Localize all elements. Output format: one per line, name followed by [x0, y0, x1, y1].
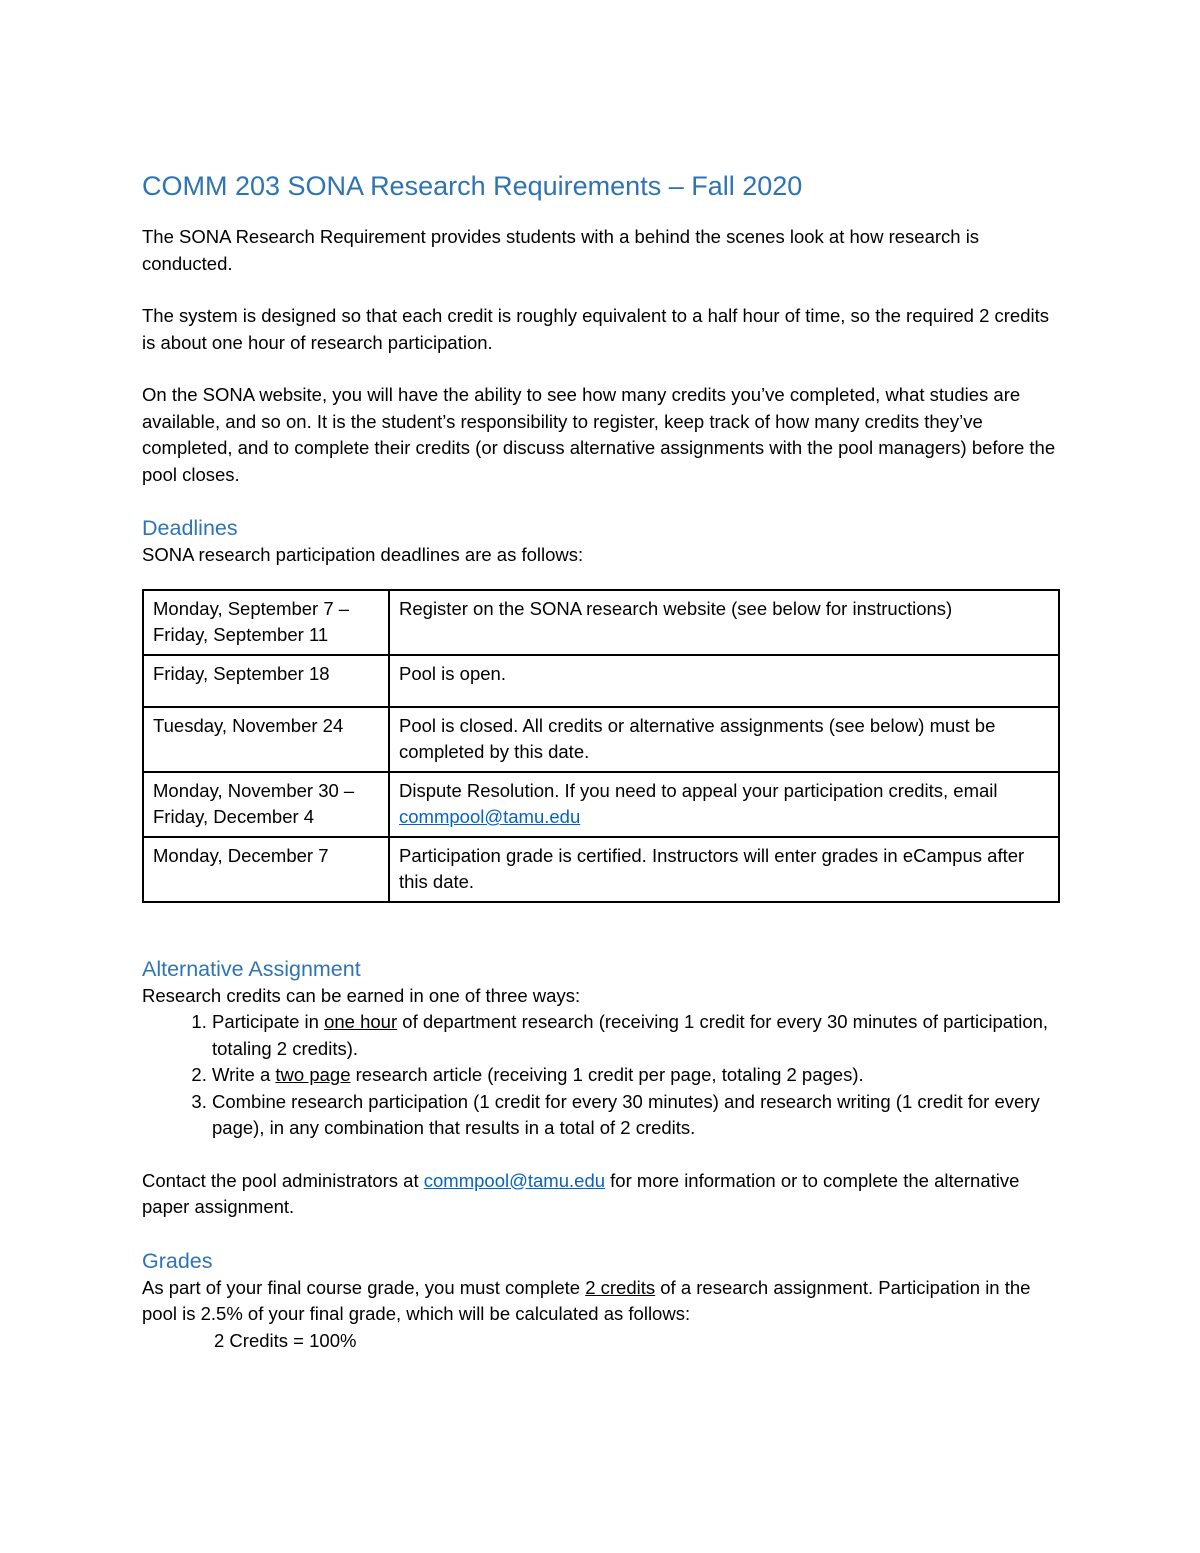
intro-paragraph-2: The system is designed so that each credit is roughly equivalent to a half hour of time, so the required 2 credits is about one hour of research participation.: [142, 305, 1049, 353]
list-item: [212, 1062, 1060, 1089]
item-text: Participate in: [212, 1011, 325, 1032]
intro-paragraph-1: The SONA Research Requirement provides students with a behind the scenes look at how research is conducted.: [142, 226, 980, 274]
table-row: [143, 772, 1059, 837]
intro-paragraph-3: On the SONA website, you will have the ability to see how many credits you’ve completed, what studies are available, and so on. It is the student’s responsibility to register, keep track of how many credits they’ve completed, and to complete their credits (or discuss alternative assignments with the pool managers) before the pool closes.: [142, 384, 1056, 485]
grades-paragraph: [142, 1275, 1060, 1328]
alternative-assignment-heading: Alternative Assignment: [142, 956, 361, 981]
deadline-date: Monday, December 7: [143, 837, 389, 902]
contact-paragraph: [142, 1168, 1060, 1221]
table-row: [143, 837, 1059, 902]
email-link[interactable]: commpool@tamu.edu: [399, 806, 581, 827]
item-emphasis: two page: [275, 1064, 351, 1085]
deadline-date: Friday, September 18: [143, 655, 389, 707]
deadline-description: Pool is open.: [389, 655, 1059, 707]
list-item: [212, 1009, 1060, 1062]
deadline-date: Monday, September 7 – Friday, September 11: [143, 590, 389, 655]
grades-text: of a research assignment. Participation in the pool is 2.5% of your final grade, which will be calculated as follows:: [142, 1276, 1031, 1324]
email-link[interactable]: commpool@tamu.edu: [423, 1169, 606, 1191]
credit-ways-list: [142, 1009, 1060, 1142]
item-text: research article (receiving 1 credit per page, totaling 2 pages).: [350, 1064, 864, 1085]
deadline-description: Participation grade is certified. Instructors will enter grades in eCampus after this date.: [389, 837, 1059, 902]
deadline-description-cell: [389, 772, 1059, 837]
deadline-date: Tuesday, November 24: [143, 707, 389, 772]
grades-heading: Grades: [142, 1248, 213, 1273]
deadline-date: Monday, November 30 – Friday, December 4: [143, 772, 389, 837]
contact-text: Contact the pool administrators at: [142, 1169, 424, 1191]
table-row: [143, 707, 1059, 772]
deadline-description: Register on the SONA research website (see below for instructions): [389, 590, 1059, 655]
deadline-description: Pool is closed. All credits or alternative assignments (see below) must be completed by this date.: [389, 707, 1059, 772]
grades-text: As part of your final course grade, you must complete: [142, 1276, 586, 1298]
document-title: COMM 203 SONA Research Requirements – Fall 2020: [142, 171, 803, 201]
deadlines-heading: Deadlines: [142, 516, 238, 540]
deadline-description: Dispute Resolution. If you need to appeal your participation credits, email: [399, 779, 998, 801]
item-text: of department research (receiving 1 credit for every 30 minutes of participation, totaling 2 credits).: [212, 1011, 1049, 1059]
table-row: [143, 655, 1059, 707]
deadlines-intro: SONA research participation deadlines are as follows:: [142, 544, 584, 565]
deadlines-table: [142, 589, 1060, 903]
item-text: Write a: [212, 1064, 276, 1085]
item-emphasis: one hour: [324, 1011, 398, 1032]
list-item: 3. Combine research participation (1 credit for every 30 minutes) and research writing (1 credit for every page), in any combination that results in a total of 2 credits.: [212, 1089, 1060, 1142]
alternative-intro: Research credits can be earned in one of three ways:: [142, 984, 581, 1006]
document-page: [142, 168, 1060, 1354]
table-row: [143, 590, 1059, 655]
contact-text: for more information or to complete the alternative paper assignment.: [142, 1169, 1020, 1217]
grades-emphasis: 2 credits: [585, 1276, 656, 1298]
grade-calculation: 2 Credits = 100%: [214, 1329, 357, 1351]
